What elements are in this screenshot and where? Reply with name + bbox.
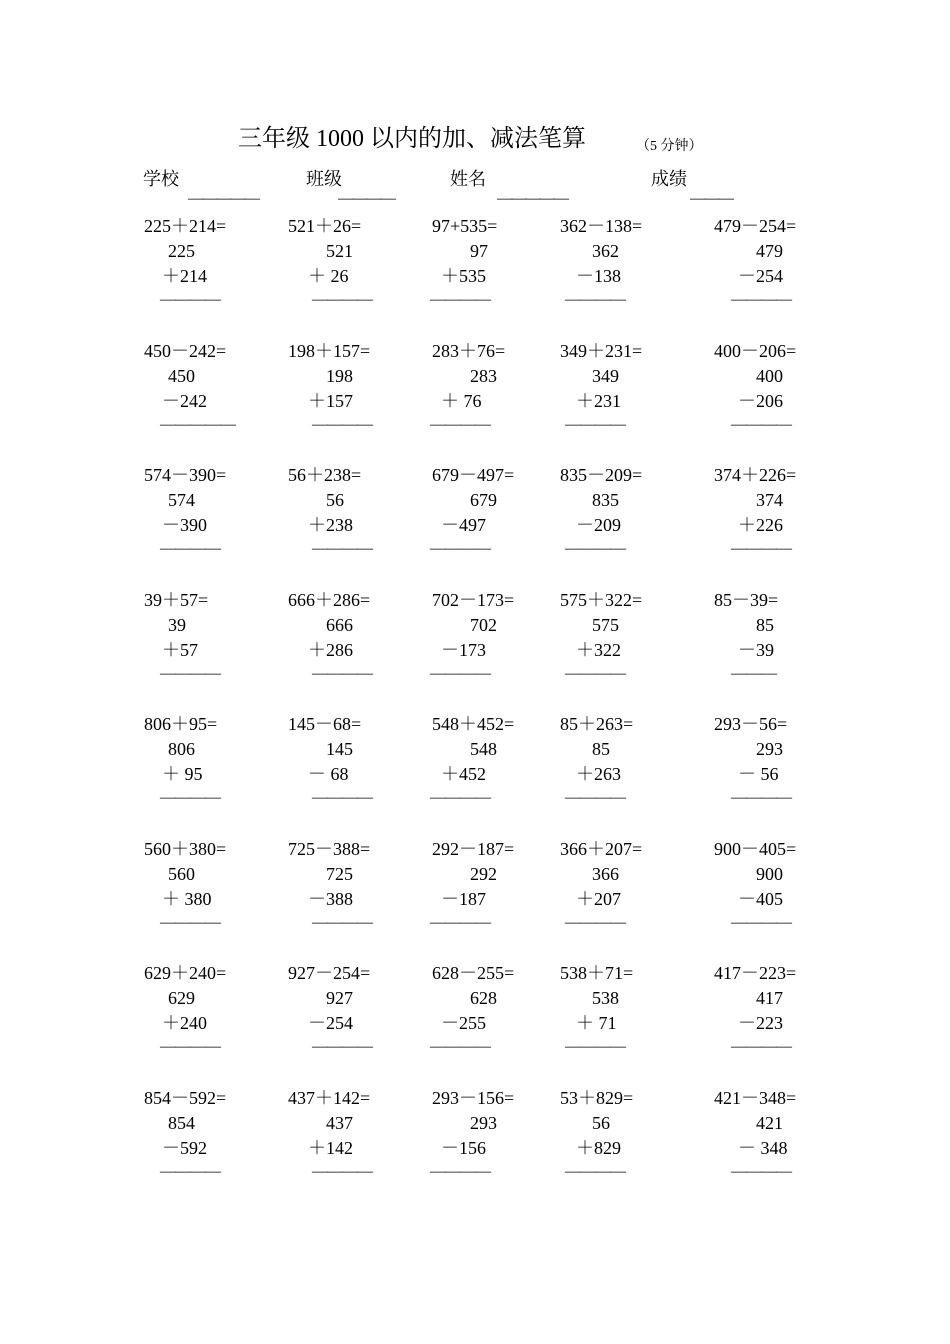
problem-top-number: 479 [756, 241, 783, 261]
problem-answer-line[interactable]: ——— [731, 664, 776, 682]
problem-bottom-operand: ＋226 [738, 515, 783, 535]
problem-bottom-operand: －206 [738, 390, 783, 411]
problem-answer-line[interactable]: ———— [430, 291, 490, 308]
problem-answer-line[interactable]: ———— [312, 415, 372, 433]
problem-equation: 39＋57= [144, 589, 209, 610]
problem-equation: 479－254= [714, 216, 797, 236]
problem-answer-line[interactable]: ———— [312, 1162, 372, 1180]
score-label: 成绩 [651, 169, 687, 189]
problem-answer-line[interactable]: ———— [430, 540, 490, 557]
problem-answer-line[interactable]: ———— [430, 1038, 490, 1055]
problem-answer-line[interactable]: ———— [731, 913, 791, 931]
problem-top-number: 417 [756, 988, 783, 1008]
problem-bottom-operand: －405 [738, 888, 783, 909]
problem-answer-line[interactable]: ———— [312, 540, 372, 557]
problem-equation: 225＋214= [144, 216, 227, 236]
problem-top-number: 538 [592, 988, 619, 1008]
problem-answer-line[interactable]: ———— [565, 664, 625, 682]
page-title: 三年级 1000 以内的加、减法笔算 [238, 126, 586, 152]
problem-bottom-operand: ＋322 [576, 639, 621, 660]
problem-bottom-operand: －138 [576, 266, 621, 286]
problem-equation: 421－348= [714, 1087, 797, 1108]
problem-equation: 806＋95= [144, 714, 218, 734]
problem-equation: 679－497= [432, 465, 515, 485]
problem-top-number: 702 [470, 614, 497, 635]
problem-answer-line[interactable]: ———— [430, 913, 490, 931]
problem-bottom-operand: ＋ 26 [308, 266, 349, 286]
problem-answer-line[interactable]: ———— [160, 540, 220, 557]
problem-top-number: 97 [470, 241, 488, 261]
score-blank[interactable]: ——— [690, 190, 732, 207]
problem-bottom-operand: ＋ 95 [162, 764, 203, 784]
problem-answer-line[interactable]: ———— [312, 913, 372, 931]
problem-top-number: 421 [756, 1112, 783, 1133]
problem-top-number: 292 [470, 863, 497, 884]
problem-equation: 629＋240= [144, 963, 227, 983]
problem-top-number: 283 [470, 365, 497, 386]
problem-equation: 835－209= [560, 465, 643, 485]
problem-answer-line[interactable]: ———— [565, 415, 625, 433]
problem-equation: 437＋142= [288, 1087, 371, 1108]
problem-answer-line[interactable]: ———— [160, 1162, 220, 1180]
problem-answer-line[interactable]: ———— [312, 664, 372, 682]
problem-equation: 53＋829= [560, 1087, 634, 1108]
problem-answer-line[interactable]: ———— [430, 415, 490, 433]
problem-equation: 725－388= [288, 838, 371, 859]
problem-equation: 450－242= [144, 340, 227, 361]
problem-equation: 538＋71= [560, 963, 634, 983]
problem-equation: 548＋452= [432, 714, 515, 734]
problem-top-number: 56 [326, 490, 344, 510]
problem-top-number: 225 [168, 241, 195, 261]
problem-bottom-operand: ＋240 [162, 1013, 207, 1033]
name-label: 姓名 [450, 169, 486, 189]
problem-bottom-operand: －209 [576, 515, 621, 535]
problem-answer-line[interactable]: ———— [160, 664, 220, 682]
problem-equation: 702－173= [432, 589, 515, 610]
problem-bottom-operand: －223 [738, 1013, 783, 1033]
problem-equation: 198＋157= [288, 340, 371, 361]
problem-answer-line[interactable]: ———— [160, 291, 220, 308]
problem-top-number: 806 [168, 739, 195, 759]
problem-answer-line[interactable]: ———— [312, 291, 372, 308]
problem-answer-line[interactable]: ———— [565, 789, 625, 806]
problem-top-number: 679 [470, 490, 497, 510]
problem-equation: 521＋26= [288, 216, 362, 236]
problem-top-number: 560 [168, 863, 195, 884]
problem-bottom-operand: －254 [738, 266, 783, 286]
problem-top-number: 198 [326, 365, 353, 386]
problem-equation: 854－592= [144, 1087, 227, 1108]
problem-top-number: 293 [470, 1112, 497, 1133]
class-blank[interactable]: ———— [338, 190, 394, 207]
problem-equation: 145－68= [288, 714, 362, 734]
problem-equation: 574－390= [144, 465, 227, 485]
problem-bottom-operand: － 56 [738, 764, 779, 784]
problem-answer-line[interactable]: ———— [160, 789, 220, 806]
problem-answer-line[interactable]: ———— [565, 913, 625, 931]
problem-bottom-operand: ＋207 [576, 888, 621, 909]
problem-top-number: 450 [168, 365, 195, 386]
problem-answer-line[interactable]: ———— [731, 540, 791, 557]
problem-bottom-operand: －187 [441, 888, 486, 909]
problem-top-number: 666 [326, 614, 353, 635]
problem-answer-line[interactable]: ———— [430, 1162, 490, 1180]
problem-bottom-operand: －255 [441, 1013, 486, 1033]
problem-top-number: 374 [756, 490, 783, 510]
problem-top-number: 293 [756, 739, 783, 759]
problem-equation: 292－187= [432, 838, 515, 859]
problem-equation: 97+535= [432, 216, 498, 236]
problem-bottom-operand: ＋535 [441, 266, 486, 286]
problem-answer-line[interactable]: ———— [565, 1162, 625, 1180]
problem-equation: 283＋76= [432, 340, 506, 361]
problem-top-number: 56 [592, 1112, 610, 1133]
problem-bottom-operand: －592 [162, 1137, 207, 1158]
problem-top-number: 521 [326, 241, 353, 261]
problem-bottom-operand: －39 [738, 639, 774, 660]
problem-bottom-operand: －242 [162, 390, 207, 411]
problem-top-number: 548 [470, 739, 497, 759]
school-label: 学校 [143, 169, 179, 189]
problem-answer-line[interactable]: ———— [160, 913, 220, 931]
problem-bottom-operand: ＋231 [576, 390, 621, 411]
problem-bottom-operand: －390 [162, 515, 207, 535]
problem-bottom-operand: ＋ 76 [441, 390, 482, 411]
problem-bottom-operand: ＋238 [308, 515, 353, 535]
problem-answer-line[interactable]: ———— [565, 1038, 625, 1055]
problem-equation: 362－138= [560, 216, 643, 236]
problem-answer-line[interactable]: ———— [731, 1162, 791, 1180]
problem-top-number: 575 [592, 614, 619, 635]
problem-top-number: 39 [168, 614, 186, 635]
problem-top-number: 400 [756, 365, 783, 386]
problem-equation: 628－255= [432, 963, 515, 983]
problem-bottom-operand: －156 [441, 1137, 486, 1158]
problem-bottom-operand: ＋ 71 [576, 1013, 617, 1033]
problem-answer-line[interactable]: ———— [565, 540, 625, 557]
problem-answer-line[interactable]: ———— [731, 1038, 791, 1055]
problem-answer-line[interactable]: ———— [160, 1038, 220, 1055]
problem-answer-line[interactable]: ———— [731, 789, 791, 806]
problem-top-number: 437 [326, 1112, 353, 1133]
problem-equation: 366＋207= [560, 838, 643, 859]
problem-top-number: 145 [326, 739, 353, 759]
problem-equation: 85＋263= [560, 714, 634, 734]
problem-top-number: 927 [326, 988, 353, 1008]
problem-equation: 575＋322= [560, 589, 643, 610]
problem-equation: 927－254= [288, 963, 371, 983]
problem-top-number: 628 [470, 988, 497, 1008]
problem-bottom-operand: －388 [308, 888, 353, 909]
problem-equation: 349＋231= [560, 340, 643, 361]
problem-equation: 400－206= [714, 340, 797, 361]
problem-answer-line[interactable]: ———— [430, 789, 490, 806]
problem-bottom-operand: ＋452 [441, 764, 486, 784]
problem-bottom-operand: －497 [441, 515, 486, 535]
problem-top-number: 366 [592, 863, 619, 884]
problem-answer-line[interactable]: ———— [731, 415, 791, 433]
problem-bottom-operand: ＋263 [576, 764, 621, 784]
problem-top-number: 574 [168, 490, 195, 510]
problem-bottom-operand: ＋286 [308, 639, 353, 660]
problem-equation: 374＋226= [714, 465, 797, 485]
class-label: 班级 [306, 169, 342, 189]
problem-top-number: 725 [326, 863, 353, 884]
problem-equation: 293－56= [714, 714, 788, 734]
problem-bottom-operand: － 68 [308, 764, 349, 784]
problem-equation: 560＋380= [144, 838, 227, 859]
problem-equation: 417－223= [714, 963, 797, 983]
time-limit-note: （5 分钟） [636, 139, 703, 154]
problem-answer-line[interactable]: ———— [312, 1038, 372, 1055]
problem-equation: 900－405= [714, 838, 797, 859]
problem-answer-line[interactable]: ————— [160, 415, 235, 433]
problem-equation: 56＋238= [288, 465, 362, 485]
name-blank[interactable]: ————— [497, 190, 567, 207]
problem-equation: 85－39= [714, 589, 779, 610]
problem-answer-line[interactable]: ———— [430, 664, 490, 682]
problem-top-number: 629 [168, 988, 195, 1008]
problem-answer-line[interactable]: ———— [565, 291, 625, 308]
problem-top-number: 362 [592, 241, 619, 261]
problem-equation: 666＋286= [288, 589, 371, 610]
problem-bottom-operand: ＋142 [308, 1137, 353, 1158]
problem-top-number: 85 [756, 614, 774, 635]
problem-bottom-operand: ＋57 [162, 639, 198, 660]
problem-bottom-operand: －173 [441, 639, 486, 660]
problem-bottom-operand: ＋157 [308, 390, 353, 411]
problem-answer-line[interactable]: ———— [731, 291, 791, 308]
problem-top-number: 900 [756, 863, 783, 884]
problem-top-number: 854 [168, 1112, 195, 1133]
problem-top-number: 349 [592, 365, 619, 386]
problem-bottom-operand: －254 [308, 1013, 353, 1033]
problem-bottom-operand: ＋829 [576, 1137, 621, 1158]
problem-top-number: 835 [592, 490, 619, 510]
problem-bottom-operand: ＋214 [162, 266, 207, 286]
problem-top-number: 85 [592, 739, 610, 759]
problem-bottom-operand: － 348 [738, 1137, 788, 1158]
problem-bottom-operand: ＋ 380 [162, 888, 212, 909]
problem-answer-line[interactable]: ———— [312, 789, 372, 806]
problem-equation: 293－156= [432, 1087, 515, 1108]
school-blank[interactable]: ————— [188, 190, 258, 207]
